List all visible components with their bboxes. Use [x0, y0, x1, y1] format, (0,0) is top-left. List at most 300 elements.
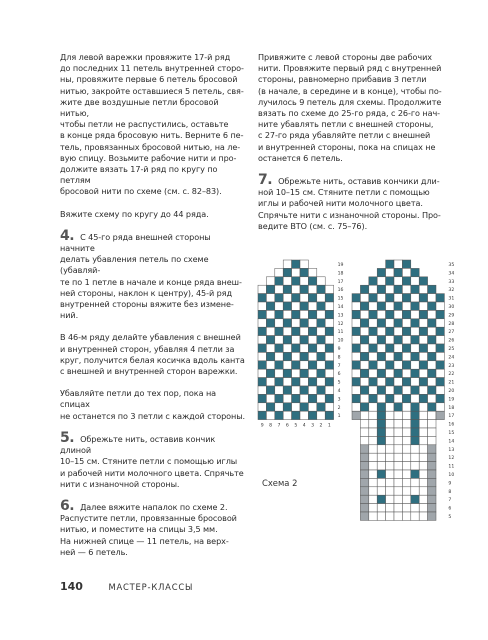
chart-cell — [411, 411, 419, 419]
chart-cell — [428, 453, 436, 461]
paragraph-text: В 46-м ряду делайте убавления с внешней и внутренней сторон, убавляя 4 петли за круг, получится белая косичка вдоль канта с внешней и внутренней сторон варежки. — [60, 332, 245, 377]
chart-cell — [360, 487, 368, 495]
chart-cell — [377, 336, 385, 344]
row-label: 16 — [337, 288, 344, 294]
chart-cell — [436, 344, 444, 352]
row-label: 7 — [337, 363, 341, 369]
chart-cell — [428, 411, 436, 419]
chart-cell — [369, 504, 377, 512]
chart-cell — [360, 478, 368, 486]
row-label: 31 — [448, 296, 455, 302]
chart-cell — [394, 310, 402, 318]
chart-cell — [411, 453, 419, 461]
chart-cell — [386, 361, 394, 369]
chart-cell — [300, 386, 308, 394]
chart-cell — [394, 277, 402, 285]
chart-cell — [428, 369, 436, 377]
chart-cell — [300, 369, 308, 377]
chart-cell — [377, 495, 385, 503]
chart-cell — [283, 361, 291, 369]
chart-cell — [275, 327, 283, 335]
chart-cell — [377, 294, 385, 302]
chart-cell — [419, 512, 427, 520]
chart-cell — [377, 310, 385, 318]
chart-cell — [300, 294, 308, 302]
row-label: 17 — [448, 414, 455, 420]
chart-cell — [394, 268, 402, 276]
chart-cell — [266, 386, 274, 394]
chart-cell — [266, 369, 274, 377]
chart-cell — [394, 294, 402, 302]
chart-cell — [419, 470, 427, 478]
chart-cell — [308, 285, 316, 293]
chart-cell — [411, 386, 419, 394]
chart-cell — [352, 344, 360, 352]
step-number: 7. — [258, 172, 273, 189]
row-label: 34 — [448, 271, 455, 277]
chart-cell — [419, 327, 427, 335]
chart-cell — [386, 495, 394, 503]
chart-cell — [275, 336, 283, 344]
chart-cell — [419, 285, 427, 293]
chart-cell — [360, 436, 368, 444]
chart-cell — [258, 344, 266, 352]
chart-cell — [436, 294, 444, 302]
col-label: 5 — [294, 423, 298, 429]
chart-cell — [386, 369, 394, 377]
chart-cell — [394, 462, 402, 470]
chart-cell — [317, 394, 325, 402]
chart-cell — [292, 403, 300, 411]
chart-cell — [258, 361, 266, 369]
chart-cell — [411, 310, 419, 318]
chart-cell — [428, 462, 436, 470]
chart-cell — [292, 361, 300, 369]
row-label: 5 — [448, 515, 452, 520]
chart-cell — [283, 302, 291, 310]
chart-cell — [394, 344, 402, 352]
chart-cell — [317, 411, 325, 419]
chart-cell — [369, 352, 377, 360]
chart-cell — [283, 336, 291, 344]
chart-cell — [258, 378, 266, 386]
chart-cell — [258, 327, 266, 335]
chart-cell — [325, 344, 333, 352]
chart-cell — [377, 378, 385, 386]
chart-cell — [436, 319, 444, 327]
chart-cell — [377, 453, 385, 461]
chart-cell — [386, 445, 394, 453]
paragraph-text: Обрежьте нить, оставив кончики дли- ной 10–15 см. Стяните петли с помощью иглы и рабочей нити молочного цвета. Спрячьте нити с изнаночной стороны. Про- ведите ВТО (см. с. 75–76). — [258, 176, 441, 231]
chart-cell — [386, 428, 394, 436]
chart-cell — [292, 352, 300, 360]
chart-cell — [360, 285, 368, 293]
chart-cell — [275, 302, 283, 310]
row-label: 18 — [337, 271, 344, 277]
chart-cell — [369, 436, 377, 444]
chart-cell — [394, 319, 402, 327]
chart-cell — [325, 403, 333, 411]
row-label: 2 — [337, 405, 341, 411]
chart-cell — [419, 445, 427, 453]
chart-cell — [275, 285, 283, 293]
chart-cell — [394, 394, 402, 402]
chart-cell — [377, 361, 385, 369]
chart-cell — [394, 378, 402, 386]
row-label: 6 — [337, 372, 341, 378]
chart-cell — [411, 336, 419, 344]
chart-cell — [394, 436, 402, 444]
chart-cell — [411, 268, 419, 276]
row-label: 27 — [448, 330, 455, 336]
chart-cell — [428, 352, 436, 360]
chart-cell — [419, 302, 427, 310]
chart-cell — [428, 378, 436, 386]
chart-cell — [352, 403, 360, 411]
chart-cell — [266, 327, 274, 335]
chart-cell — [352, 310, 360, 318]
chart-cell — [419, 386, 427, 394]
chart-cell — [402, 495, 410, 503]
chart-cell — [386, 344, 394, 352]
chart-cell — [386, 504, 394, 512]
chart-cell — [436, 394, 444, 402]
chart-cell — [292, 394, 300, 402]
chart-cell — [266, 352, 274, 360]
row-label: 19 — [337, 263, 344, 268]
chart-cell — [292, 344, 300, 352]
chart-cell — [411, 495, 419, 503]
chart-cell — [283, 319, 291, 327]
chart-cell — [275, 386, 283, 394]
chart-cell — [300, 285, 308, 293]
paragraph-text: С 45-го ряда внешней стороны начните делать убавления петель по схеме (убавляй- те по 1 петле в начале и конце ряда внеш- ней стороны, наклон к центру), 45-й ряд внутренней стороны вяжите без измене- ний. — [60, 231, 242, 321]
chart-cell — [402, 478, 410, 486]
chart-cell — [377, 285, 385, 293]
chart-cell — [411, 512, 419, 520]
row-label: 8 — [337, 355, 341, 361]
chart-cell — [300, 394, 308, 402]
chart-cell — [325, 302, 333, 310]
chart-cell — [386, 478, 394, 486]
chart-cell — [258, 336, 266, 344]
chart-cell — [360, 403, 368, 411]
chart-cell — [377, 436, 385, 444]
chart-cell — [377, 319, 385, 327]
chart-cell — [428, 285, 436, 293]
chart-cell — [258, 285, 266, 293]
chart-cell — [402, 470, 410, 478]
chart-cell — [300, 352, 308, 360]
chart-cell — [428, 428, 436, 436]
chart-cell — [283, 277, 291, 285]
chart-cell — [411, 277, 419, 285]
chart-cell — [300, 344, 308, 352]
chart-cell — [369, 310, 377, 318]
chart-cell — [394, 428, 402, 436]
chart-cell — [317, 277, 325, 285]
chart-cell — [377, 327, 385, 335]
chart-cell — [386, 327, 394, 335]
chart-cell — [308, 327, 316, 335]
col-label: 3 — [311, 423, 315, 429]
chart-cell — [325, 352, 333, 360]
chart-cell — [402, 336, 410, 344]
chart-cell — [428, 302, 436, 310]
chart-cell — [419, 411, 427, 419]
chart-cell — [325, 386, 333, 394]
chart-cell — [275, 310, 283, 318]
chart-cell — [300, 336, 308, 344]
chart-cell — [308, 394, 316, 402]
chart-cell — [436, 327, 444, 335]
chart-cell — [419, 487, 427, 495]
row-label: 14 — [337, 305, 344, 310]
chart-cell — [369, 394, 377, 402]
chart-cell — [386, 436, 394, 444]
chart-cell — [360, 386, 368, 394]
chart-cell — [386, 310, 394, 318]
chart-cell — [360, 319, 368, 327]
chart-cell — [377, 470, 385, 478]
chart-cell — [402, 462, 410, 470]
col-label: 6 — [285, 423, 289, 429]
chart-cell — [386, 336, 394, 344]
chart-cell — [300, 302, 308, 310]
chart-cell — [394, 352, 402, 360]
chart-cell — [258, 319, 266, 327]
chart-cell — [360, 445, 368, 453]
chart-cell — [394, 336, 402, 344]
chart-cell — [283, 394, 291, 402]
chart-svg — [252, 254, 455, 520]
chart-cell — [402, 327, 410, 335]
chart-cell — [394, 403, 402, 411]
chart-cell — [386, 512, 394, 520]
row-label: 26 — [448, 338, 455, 344]
chart-cell — [283, 310, 291, 318]
chart-cell — [369, 453, 377, 461]
chart-cell — [275, 378, 283, 386]
chart-cell — [377, 512, 385, 520]
chart-cell — [386, 268, 394, 276]
chart-cell — [411, 344, 419, 352]
chart-cell — [292, 260, 300, 268]
chart-cell — [369, 403, 377, 411]
chart-cell — [402, 386, 410, 394]
chart-cell — [411, 361, 419, 369]
chart-cell — [411, 462, 419, 470]
chart-cell — [428, 327, 436, 335]
chart-cell — [386, 394, 394, 402]
chart-cell — [419, 420, 427, 428]
chart-cell — [266, 277, 274, 285]
chart-cell — [352, 352, 360, 360]
row-label: 12 — [337, 321, 344, 327]
chart-cell — [352, 394, 360, 402]
chart-cell — [360, 462, 368, 470]
col-label: 1 — [327, 423, 331, 429]
chart-cell — [419, 504, 427, 512]
chart-cell — [360, 495, 368, 503]
chart-cell — [258, 352, 266, 360]
chart-cell — [325, 319, 333, 327]
chart-cell — [369, 386, 377, 394]
chart-cell — [419, 361, 427, 369]
chart-cell — [360, 428, 368, 436]
chart-cell — [369, 420, 377, 428]
chart-cell — [292, 336, 300, 344]
chart-cell — [266, 294, 274, 302]
chart-cell — [428, 495, 436, 503]
chart-cell — [428, 420, 436, 428]
right-text-column — [258, 52, 450, 243]
step-number: 4. — [60, 227, 75, 244]
chart-cell — [386, 302, 394, 310]
chart-cell — [402, 428, 410, 436]
row-label: 20 — [448, 389, 455, 394]
chart-cell — [428, 394, 436, 402]
chart-cell — [360, 512, 368, 520]
chart-cell — [386, 470, 394, 478]
chart-cell — [411, 403, 419, 411]
section-title: МАСТЕР-КЛАССЫ — [108, 582, 194, 592]
chart-cell — [369, 361, 377, 369]
chart-cell — [275, 394, 283, 402]
chart-cell — [352, 327, 360, 335]
chart-cell — [369, 344, 377, 352]
row-label: 29 — [448, 313, 455, 319]
chart-cell — [411, 319, 419, 327]
chart-cell — [360, 453, 368, 461]
chart-cell — [292, 411, 300, 419]
chart-cell — [369, 369, 377, 377]
chart-cell — [369, 478, 377, 486]
chart-cell — [352, 378, 360, 386]
chart-cell — [360, 411, 368, 419]
knitting-chart — [252, 254, 455, 520]
chart-cell — [436, 352, 444, 360]
chart-cell — [275, 403, 283, 411]
chart-cell — [317, 310, 325, 318]
chart-cell — [402, 294, 410, 302]
chart-cell — [325, 394, 333, 402]
chart-cell — [419, 344, 427, 352]
chart-cell — [377, 420, 385, 428]
chart-cell — [436, 361, 444, 369]
chart-cell — [292, 369, 300, 377]
chart-cell — [411, 394, 419, 402]
row-label: 19 — [448, 397, 455, 403]
chart-cell — [386, 411, 394, 419]
chart-cell — [411, 436, 419, 444]
chart-caption: Схема 2 — [262, 478, 298, 488]
page-number: 140 — [60, 580, 83, 593]
chart-cell — [394, 470, 402, 478]
chart-cell — [394, 504, 402, 512]
chart-cell — [369, 302, 377, 310]
page-footer — [60, 580, 193, 593]
chart-cell — [369, 445, 377, 453]
chart-cell — [386, 352, 394, 360]
chart-cell — [360, 302, 368, 310]
chart-cell — [428, 436, 436, 444]
chart-cell — [360, 369, 368, 377]
chart-cell — [428, 344, 436, 352]
chart-cell — [394, 411, 402, 419]
chart-cell — [258, 310, 266, 318]
chart-cell — [352, 411, 360, 419]
chart-cell — [394, 369, 402, 377]
chart-cell — [428, 512, 436, 520]
chart-cell — [394, 285, 402, 293]
chart-cell — [419, 352, 427, 360]
chart-cell — [360, 327, 368, 335]
col-label: 8 — [269, 423, 273, 429]
chart-cell — [436, 386, 444, 394]
chart-cell — [352, 294, 360, 302]
chart-cell — [386, 277, 394, 285]
chart-cell — [436, 411, 444, 419]
chart-cell — [308, 294, 316, 302]
chart-cell — [402, 378, 410, 386]
chart-cell — [283, 294, 291, 302]
step-number: 6. — [60, 497, 75, 514]
chart-cell — [292, 285, 300, 293]
chart-cell — [419, 277, 427, 285]
chart-cell — [360, 420, 368, 428]
chart-cell — [428, 487, 436, 495]
chart-cell — [283, 260, 291, 268]
chart-cell — [266, 411, 274, 419]
chart-cell — [394, 445, 402, 453]
chart-cell — [266, 361, 274, 369]
chart-cell — [402, 403, 410, 411]
chart-cell — [325, 369, 333, 377]
chart-cell — [369, 512, 377, 520]
chart-cell — [394, 487, 402, 495]
chart-cell — [377, 344, 385, 352]
chart-cell — [419, 319, 427, 327]
chart-cell — [317, 369, 325, 377]
chart-cell — [386, 453, 394, 461]
chart-cell — [411, 470, 419, 478]
chart-cell — [369, 285, 377, 293]
row-label: 9 — [337, 347, 341, 352]
chart-cell — [283, 378, 291, 386]
chart-cell — [300, 319, 308, 327]
chart-cell — [402, 302, 410, 310]
chart-cell — [300, 277, 308, 285]
row-label: 11 — [448, 464, 455, 470]
chart-cell — [325, 411, 333, 419]
chart-cell — [428, 310, 436, 318]
chart-cell — [411, 294, 419, 302]
chart-cell — [360, 352, 368, 360]
chart-cell — [308, 369, 316, 377]
row-label: 8 — [448, 489, 452, 495]
row-label: 10 — [448, 473, 455, 478]
chart-cell — [275, 352, 283, 360]
chart-cell — [428, 478, 436, 486]
chart-cell — [292, 327, 300, 335]
chart-cell — [283, 386, 291, 394]
chart-cell — [386, 420, 394, 428]
col-label: 7 — [277, 423, 281, 429]
chart-cell — [402, 504, 410, 512]
chart-cell — [377, 369, 385, 377]
chart-cell — [317, 403, 325, 411]
